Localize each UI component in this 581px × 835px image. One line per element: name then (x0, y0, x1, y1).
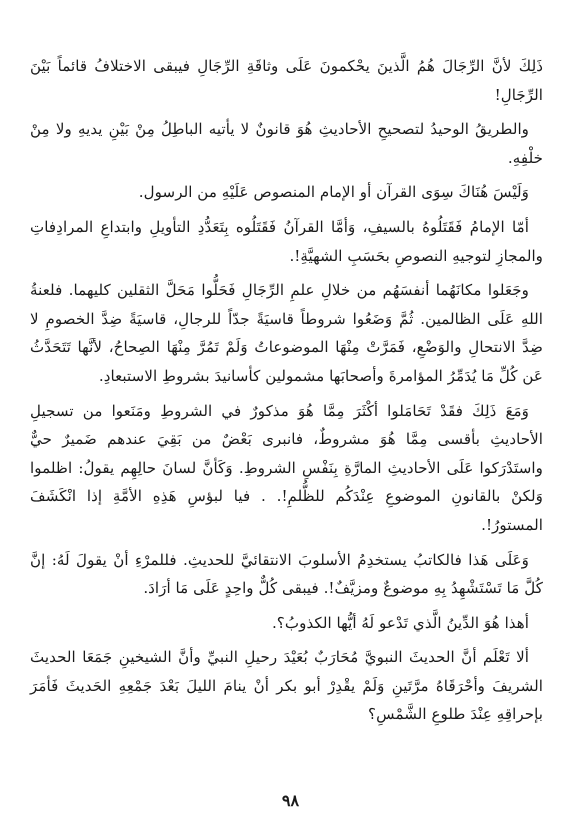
page-number: ٩٨ (281, 791, 300, 810)
paragraph-6: وَمَعَ ذَلِكَ فقَدْ تَحَامَلوا أكْثَرَ مِمَّا هُوَ مذكورٌ في الشروطِ ومَنَعوا من تسجيلِ الأحاديثِ بأقسى مِمَّا هُوَ مشروطٌ، فانبرى بَعْضٌ من بَقِيَ عندهم ضَميرٌ حيٌّ واستَدْرَكوا عَلَى الأحاديثِ المارَّةِ بِنَفْسِ الشروطِ. وَكَأنَّ لسانَ حالِهِم يقولُ: اظلموا وَلكنْ بالقانونِ الموضوعِ عِنْدَكُم للظُّلمِ!. . فيا لبؤسِ هَذِهِ الأمَّةِ إذا انْكَشَفَ المستورُ!. (30, 401, 543, 534)
paragraph-7: وَعَلَى هَذا فالكاتبُ يستخدِمُ الأسلوبَ الانتقائيَّ للحديثِ. فللمرْءِ أنْ يقولَ لَهُ: إنَّ كُلَّ مَا تَسْتَشْهِدُ بِهِ موضوعٌ ومزيَّفٌ!. فيبقى كُلٌّ واحِدٍ عَلَى مَا أرَادَ. (30, 550, 543, 598)
paragraph-9: ألا تَعْلَم أنَّ الحديثَ النبويَّ مُحَارَبٌ بُعَيْدَ رحيلِ النبيِّ وأنَّ الشيخينِ جَمَعَا الحديثَ الشريفَ وأحْرَقَاهُ مرَّتَينِ وَلَمْ يقْدِرْ أبو بكر أنْ ينامَ الليلَ بَعْدَ جَمْعِهِ الحَديثَ فَأمَرَ بإحراقِهِ عِنْدَ طلوعِ الشَّمْسِ؟ (30, 648, 543, 724)
paragraph-5: وجَعَلوا مكانَهُما أنفسَهُم من خلالِ علمِ الرِّجَالِ فَحَلُّوا مَحَلَّ الثقلين كليهما. فلعنةُ اللهِ عَلَى الظالمين. ثُمَّ وَضَعُوا شروطاً قاسيَةً جدّاً للرجالِ، قاسيَةً ضِدَّ الخصومِ لا ضِدَّ الانتحالِ والوَضْعِ، فَمَرَّتْ مِنْهَا الموضوعاتُ وَلَمْ تَمُرَّ مِنْهَا الصِحاحُ، لأنَّها تَتَحَدَّثُ عَن كُلِّ مَا يُدَمِّرُ المؤامرةَ وأصحابَها مشمولين كأسانيدَ بشروطِ الاستبعادِ. (30, 281, 543, 385)
paragraph-2: والطريقُ الوحيدُ لتصحيحِ الأحاديثِ هُوَ قانونٌ لا يأتيه الباطِلُ مِنْ بَيْنِ يديهِ ولا مِنْ خلْفِهِ. (30, 120, 543, 167)
paragraph-4: أمّا الإمامُ فَقَتَلُوهُ بالسيفِ، وَأمَّا القرآنُ فَقَتَلُوه بِتَعَدُّدِ التأويلِ وابتداعِ المرادِفاتِ والمجازِ لتوجيهِ النصوصِ بحَسَبِ الشهيَّةِ!. (30, 217, 543, 265)
paragraph-3: وَلَيْسَ هُنَاكَ سِوَى القرآن أو الإمام المنصوص عَلَيْهِ من الرسول. (138, 183, 529, 202)
paragraph-8: أهذا هُوَ الدِّينُ الَّذي تَدْعو لَهُ أيُّها الكذوبُ؟. (271, 613, 529, 632)
paragraph-1: ذَلِكَ لأنَّ الرِّجَالَ هُمُ الَّذينَ يحْكمونَ عَلَى وثاقَةِ الرِّجَالِ فيبقى الاختلافُ قائماً بَيْنَ الرِّجَالِ! (30, 57, 543, 104)
